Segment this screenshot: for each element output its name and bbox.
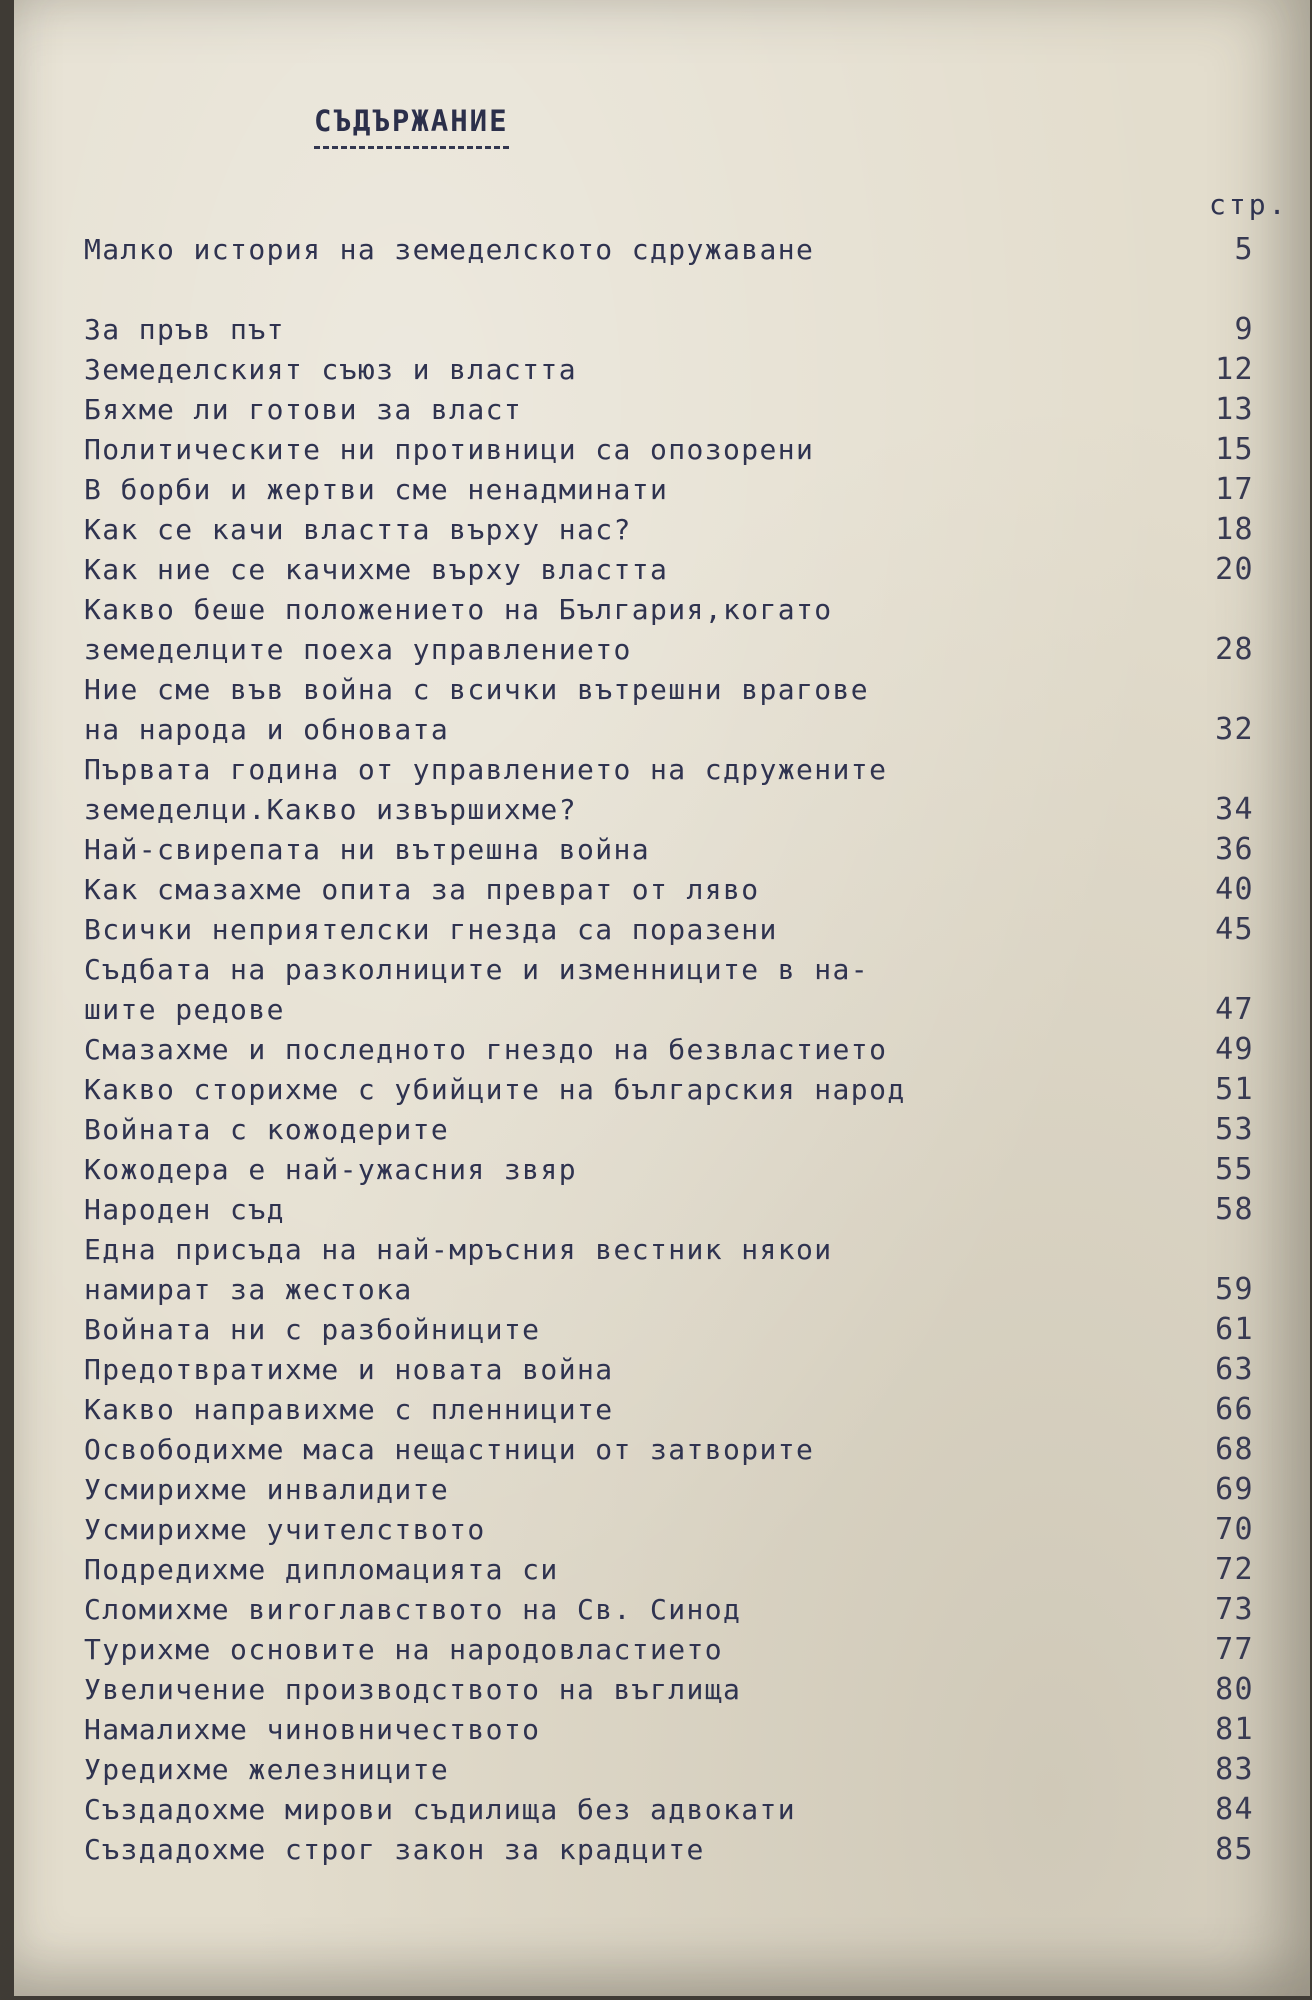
toc-entry bbox=[84, 1310, 1254, 1350]
toc-entry bbox=[84, 910, 1254, 950]
toc-entry-page-number: 80 bbox=[1215, 1672, 1254, 1707]
toc-entry-page-number: 28 bbox=[1215, 632, 1254, 667]
toc-entry-title-line: Уредихме железниците bbox=[84, 1753, 450, 1786]
toc-entry bbox=[84, 1350, 1254, 1390]
toc-entry-title-line: Най-свирепата ни вътрешна война bbox=[84, 833, 650, 866]
toc-entry-page-number: 68 bbox=[1215, 1432, 1254, 1467]
toc-entry-page-number: 15 bbox=[1215, 432, 1254, 467]
toc-entry bbox=[84, 1190, 1254, 1230]
toc-entry-title-line: Увеличение производството на въглища bbox=[84, 1673, 742, 1706]
toc-entry bbox=[84, 950, 1254, 1030]
toc-entry bbox=[84, 1790, 1254, 1830]
toc-entry-title-line: земеделци.Какво извършихме? bbox=[84, 793, 577, 826]
toc-entry bbox=[84, 230, 1254, 270]
toc-entry bbox=[84, 350, 1254, 390]
toc-entry-page-number: 17 bbox=[1215, 472, 1254, 507]
toc-entry bbox=[84, 1150, 1254, 1190]
toc-entry bbox=[84, 1750, 1254, 1790]
toc-entry-title-line: Усмирихме инвалидите bbox=[84, 1473, 450, 1506]
toc-entry-page-number: 13 bbox=[1215, 392, 1254, 427]
toc-entry-title-line: Как се качи властта върху нас? bbox=[84, 513, 632, 546]
toc-entry bbox=[84, 1830, 1254, 1870]
toc-entry-page-number: 59 bbox=[1215, 1272, 1254, 1307]
toc-entry-page-number: 20 bbox=[1215, 552, 1254, 587]
toc-entry bbox=[84, 870, 1254, 910]
toc-entry-title-line: Народен съд bbox=[84, 1193, 285, 1226]
toc-entry-page-number: 55 bbox=[1215, 1152, 1254, 1187]
toc-entry-title-line: Войната ни с разбойниците bbox=[84, 1313, 541, 1346]
toc-entry-title-line: Подредихме дипломацията си bbox=[84, 1553, 559, 1586]
toc-entry-title-line: Сломихме виroглавството на Св. Синод bbox=[84, 1593, 742, 1626]
toc-entry-page-number: 81 bbox=[1215, 1712, 1254, 1747]
toc-entry bbox=[84, 1630, 1254, 1670]
toc-entry-title-line: Бяхме ли готови за власт bbox=[84, 393, 523, 426]
toc-entry-page-number: 73 bbox=[1215, 1592, 1254, 1627]
toc-entry-title-line: Как ние се качихме върху властта bbox=[84, 553, 669, 586]
toc-entry-page-number: 69 bbox=[1215, 1472, 1254, 1507]
toc-entry-title-line: Малко история на земеделското сдружаване bbox=[84, 233, 815, 266]
toc-entry-page-number: 70 bbox=[1215, 1512, 1254, 1547]
toc-entry-page-number: 49 bbox=[1215, 1032, 1254, 1067]
toc-entry-page-number: 66 bbox=[1215, 1392, 1254, 1427]
toc-entry-title-line: Предотвратихме и новата война bbox=[84, 1353, 614, 1386]
toc-entry bbox=[84, 470, 1254, 510]
toc-entry-title-line: на народа и обновата bbox=[84, 713, 450, 746]
toc-entry-title-line: Земеделският съюз и властта bbox=[84, 353, 577, 386]
toc-entry bbox=[84, 1510, 1254, 1550]
toc-entry-page-number: 72 bbox=[1215, 1552, 1254, 1587]
toc-entry-title-line: Първата година от управлението на сдружените bbox=[84, 753, 888, 786]
toc-entry bbox=[84, 1110, 1254, 1150]
typed-page bbox=[14, 0, 1310, 1996]
toc-entry bbox=[84, 430, 1254, 470]
toc-entry-title-line: шите редове bbox=[84, 993, 285, 1026]
toc-entry-title-line: За пръв път bbox=[84, 313, 285, 346]
toc-entry-title-line: Какво сторихме с убийците на българския народ bbox=[84, 1073, 906, 1106]
toc-entry-page-number: 32 bbox=[1215, 712, 1254, 747]
toc-entry bbox=[84, 1390, 1254, 1430]
toc-entry-page-number: 18 bbox=[1215, 512, 1254, 547]
toc-entry-title-line: Ние сме във война с всички вътрешни врагове bbox=[84, 673, 870, 706]
toc-entry-title-line: Как смазахме опита за преврат от ляво bbox=[84, 873, 760, 906]
toc-entry-page-number: 53 bbox=[1215, 1112, 1254, 1147]
toc-entry-title-line: Създадохме строг закон за крадците bbox=[84, 1833, 705, 1866]
toc-entry bbox=[84, 670, 1254, 750]
toc-entry-title-line: Смазахме и последното гнездо на безвластието bbox=[84, 1033, 888, 1066]
toc-entry bbox=[84, 1590, 1254, 1630]
toc-entry-title-line: Какво беше положението на България,когато bbox=[84, 593, 833, 626]
toc-entry-title-line: Намалихме чиновничеството bbox=[84, 1713, 541, 1746]
toc-entry bbox=[84, 590, 1254, 670]
toc-entry bbox=[84, 1550, 1254, 1590]
toc-entry bbox=[84, 1710, 1254, 1750]
toc-entry-page-number: 61 bbox=[1215, 1312, 1254, 1347]
toc-entry bbox=[84, 1030, 1254, 1070]
page-title: СЪДЪРЖАНИЕ bbox=[314, 104, 509, 149]
toc-entry-title-line: земеделците поеха управлението bbox=[84, 633, 632, 666]
toc-entry-title-line: Кожодера е най-ужасния звяр bbox=[84, 1153, 577, 1186]
toc-entry-page-number: 77 bbox=[1215, 1632, 1254, 1667]
toc-entry-title-line: намират за жестока bbox=[84, 1273, 413, 1306]
toc-entry-page-number: 9 bbox=[1234, 312, 1254, 347]
toc-entry-page-number: 85 bbox=[1215, 1832, 1254, 1867]
toc-entry bbox=[84, 830, 1254, 870]
toc-entry-title-line: Какво направихме с пленниците bbox=[84, 1393, 614, 1426]
toc-entry-page-number: 34 bbox=[1215, 792, 1254, 827]
toc-entry bbox=[84, 1430, 1254, 1470]
toc-entry-title-line: Турихме основите на народовластието bbox=[84, 1633, 724, 1666]
toc-entry-title-line: Войната с кожодерите bbox=[84, 1113, 450, 1146]
toc-entry-page-number: 63 bbox=[1215, 1352, 1254, 1387]
section-gap bbox=[84, 270, 1254, 310]
toc-entry bbox=[84, 1670, 1254, 1710]
toc-entry-title-line: Създадохме мирови съдилища без адвокати bbox=[84, 1793, 797, 1826]
toc-entry-title-line: Политическите ни противници са опозорени bbox=[84, 433, 815, 466]
page-column-label: стр. bbox=[1209, 188, 1289, 221]
toc-entry-title-line: Усмирихме учителството bbox=[84, 1513, 486, 1546]
toc-entry bbox=[84, 390, 1254, 430]
toc-entry-title-line: Една присъда на най-мръсния вестник някои bbox=[84, 1233, 833, 1266]
toc-entry bbox=[84, 750, 1254, 830]
toc-entry-title-line: Всички неприятелски гнезда са поразени bbox=[84, 913, 778, 946]
toc-entry-title-line: Съдбата на разколниците и изменниците в на- bbox=[84, 953, 870, 986]
toc-entry-page-number: 40 bbox=[1215, 872, 1254, 907]
toc-entry bbox=[84, 1070, 1254, 1110]
toc-entry-title-line: Освободихме маса нещастници от затворите bbox=[84, 1433, 815, 1466]
toc-entry bbox=[84, 1470, 1254, 1510]
toc-entry-page-number: 36 bbox=[1215, 832, 1254, 867]
toc-entry bbox=[84, 550, 1254, 590]
toc-entry bbox=[84, 310, 1254, 350]
toc-entry-page-number: 58 bbox=[1215, 1192, 1254, 1227]
toc-entry-page-number: 47 bbox=[1215, 992, 1254, 1027]
toc-entry bbox=[84, 1230, 1254, 1310]
toc-entry-page-number: 51 bbox=[1215, 1072, 1254, 1107]
table-of-contents bbox=[84, 230, 1254, 1870]
toc-entry-page-number: 45 bbox=[1215, 912, 1254, 947]
toc-entry-page-number: 83 bbox=[1215, 1752, 1254, 1787]
toc-entry bbox=[84, 510, 1254, 550]
toc-entry-page-number: 12 bbox=[1215, 352, 1254, 387]
toc-entry-title-line: В борби и жертви сме ненадминати bbox=[84, 473, 669, 506]
toc-entry-page-number: 5 bbox=[1234, 232, 1254, 267]
toc-entry-page-number: 84 bbox=[1215, 1792, 1254, 1827]
